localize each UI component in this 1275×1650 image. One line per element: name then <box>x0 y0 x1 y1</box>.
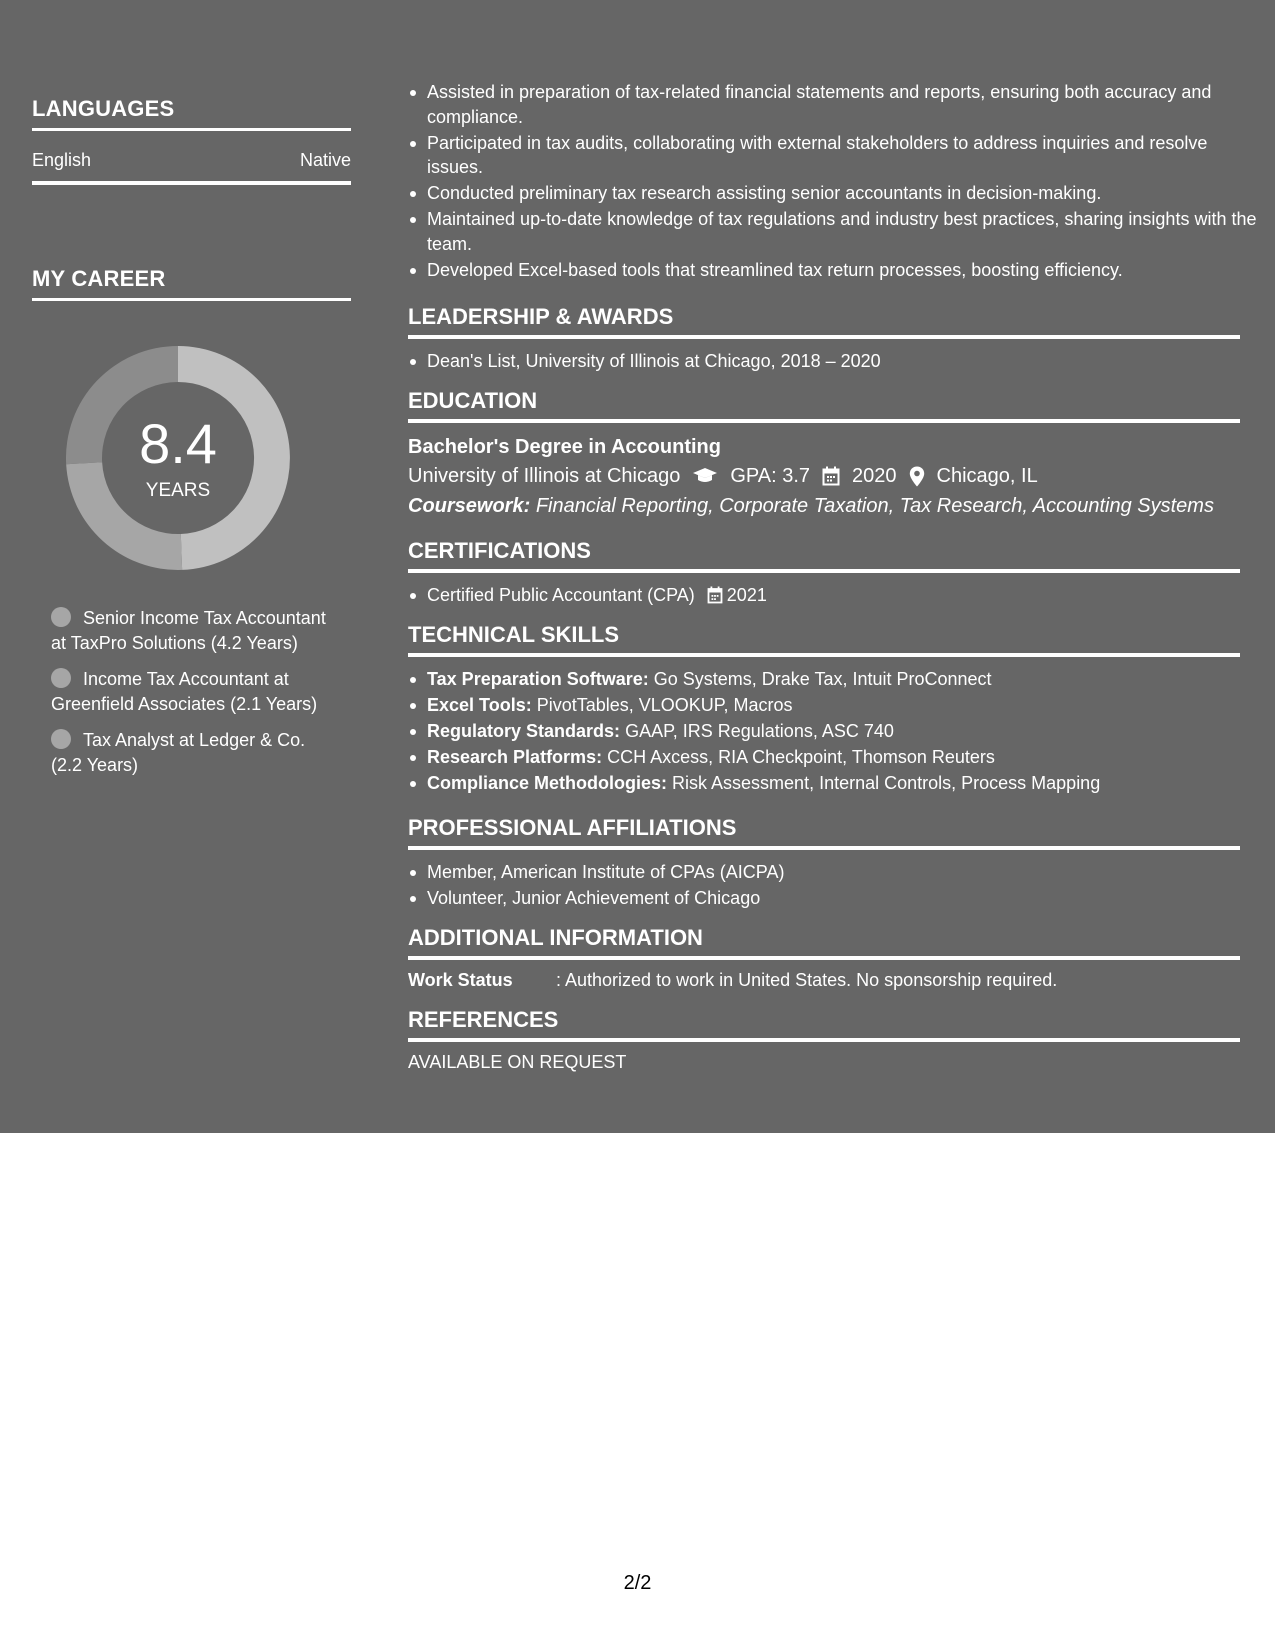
graduation-cap-icon <box>692 467 718 485</box>
certifications-heading: CERTIFICATIONS <box>408 538 1240 573</box>
experience-bullet: Conducted preliminary tax research assisting senior accountants in decision-making. <box>427 181 1259 206</box>
coursework-label: Coursework: <box>408 495 531 517</box>
career-job-label: Income Tax Accountant at Greenfield Associates (2.1 Years) <box>51 669 318 714</box>
page-number: 2/2 <box>623 1572 652 1594</box>
coursework-value: Financial Reporting, Corporate Taxation, Tax Research, Accounting Systems <box>535 495 1214 517</box>
work-status-label: Work Status <box>408 970 513 990</box>
skill-value: Risk Assessment, Internal Controls, Process Mapping <box>672 773 1101 793</box>
education-school: University of Illinois at Chicago <box>408 465 681 487</box>
additional-section <box>408 925 1240 991</box>
certifications-list <box>408 583 1240 608</box>
experience-bullet: Assisted in preparation of tax-related financial statements and reports, ensuring both accuracy and compliance. <box>427 80 1259 129</box>
references-heading: REFERENCES <box>408 1007 1240 1042</box>
skills-list <box>408 667 1240 796</box>
skill-value: PivotTables, VLOOKUP, Macros <box>536 695 793 715</box>
career-job-label: Tax Analyst at Ledger & Co. (2.2 Years) <box>51 730 306 775</box>
experience-bullet: Developed Excel-based tools that streamlined tax return processes, boosting efficiency. <box>427 258 1259 283</box>
education-section <box>408 388 1240 521</box>
affiliation-item: Volunteer, Junior Achievement of Chicago <box>427 886 1240 911</box>
language-level: Native <box>299 150 351 170</box>
affiliations-list <box>408 860 1240 911</box>
legend-dot-icon <box>51 668 71 688</box>
skill-value: Go Systems, Drake Tax, Intuit ProConnect <box>653 669 992 689</box>
leadership-section <box>408 304 1240 375</box>
education-coursework <box>408 491 1240 521</box>
affiliations-section <box>408 815 1240 912</box>
skill-item <box>427 667 1240 692</box>
certification-year: 2021 <box>726 585 767 605</box>
career-donut-chart <box>66 346 290 570</box>
skill-label: Compliance Methodologies: <box>427 773 668 793</box>
skill-item <box>427 745 1240 770</box>
skill-label: Research Platforms: <box>427 747 603 767</box>
career-total-unit: YEARS <box>145 480 211 501</box>
skills-section <box>408 622 1240 797</box>
references-text: AVAILABLE ON REQUEST <box>408 1052 627 1072</box>
education-heading: EDUCATION <box>408 388 1240 423</box>
skill-label: Tax Preparation Software: <box>427 669 649 689</box>
career-legend <box>51 606 331 789</box>
affiliation-item: Member, American Institute of CPAs (AICPA) <box>427 860 1240 885</box>
education-details <box>408 461 1240 491</box>
education-gpa: GPA: 3.7 <box>730 465 811 487</box>
donut-segment <box>66 462 182 570</box>
certification-name: Certified Public Accountant (CPA) <box>427 585 695 605</box>
legend-dot-icon <box>51 729 71 749</box>
education-location: Chicago, IL <box>936 465 1038 487</box>
language-row <box>32 150 351 185</box>
career-legend-item <box>51 667 331 716</box>
career-job-label: Senior Income Tax Accountant at TaxPro Solutions (4.2 Years) <box>51 608 326 653</box>
affiliations-heading: PROFESSIONAL AFFILIATIONS <box>408 815 1240 850</box>
calendar-icon <box>707 586 723 604</box>
experience-bullet: Participated in tax audits, collaborating with external stakeholders to address inquiries and resolve issues. <box>427 131 1259 180</box>
certification-item <box>427 583 1240 608</box>
career-heading: MY CAREER <box>32 266 351 301</box>
certifications-section <box>408 538 1240 609</box>
calendar-icon <box>822 466 840 486</box>
education-degree: Bachelor's Degree in Accounting <box>408 436 721 458</box>
work-status-value: : Authorized to work in United States. No sponsorship required. <box>556 970 1058 990</box>
language-name: English <box>32 150 92 170</box>
legend-dot-icon <box>51 607 71 627</box>
education-year: 2020 <box>852 465 897 487</box>
location-pin-icon <box>909 466 925 487</box>
skill-value: GAAP, IRS Regulations, ASC 740 <box>625 721 894 741</box>
skills-heading: TECHNICAL SKILLS <box>408 622 1240 657</box>
career-legend-item <box>51 606 331 655</box>
skill-label: Excel Tools: <box>427 695 532 715</box>
work-status-row <box>408 970 1240 991</box>
skill-item <box>427 693 1240 718</box>
languages-heading: LANGUAGES <box>32 96 351 131</box>
experience-bullet: Maintained up-to-date knowledge of tax regulations and industry best practices, sharing insights with the team. <box>427 207 1259 256</box>
skill-item <box>427 771 1240 796</box>
career-legend-item <box>51 728 331 777</box>
leadership-item: Dean's List, University of Illinois at Chicago, 2018 – 2020 <box>427 349 1240 374</box>
leadership-heading: LEADERSHIP & AWARDS <box>408 304 1240 339</box>
additional-heading: ADDITIONAL INFORMATION <box>408 925 1240 960</box>
references-section <box>408 1007 1240 1073</box>
career-total-years: 8.4 <box>139 412 217 475</box>
skill-item <box>427 719 1240 744</box>
experience-bullets <box>408 80 1259 284</box>
leadership-list <box>408 349 1240 374</box>
skill-label: Regulatory Standards: <box>427 721 621 741</box>
skill-value: CCH Axcess, RIA Checkpoint, Thomson Reuters <box>607 747 995 767</box>
